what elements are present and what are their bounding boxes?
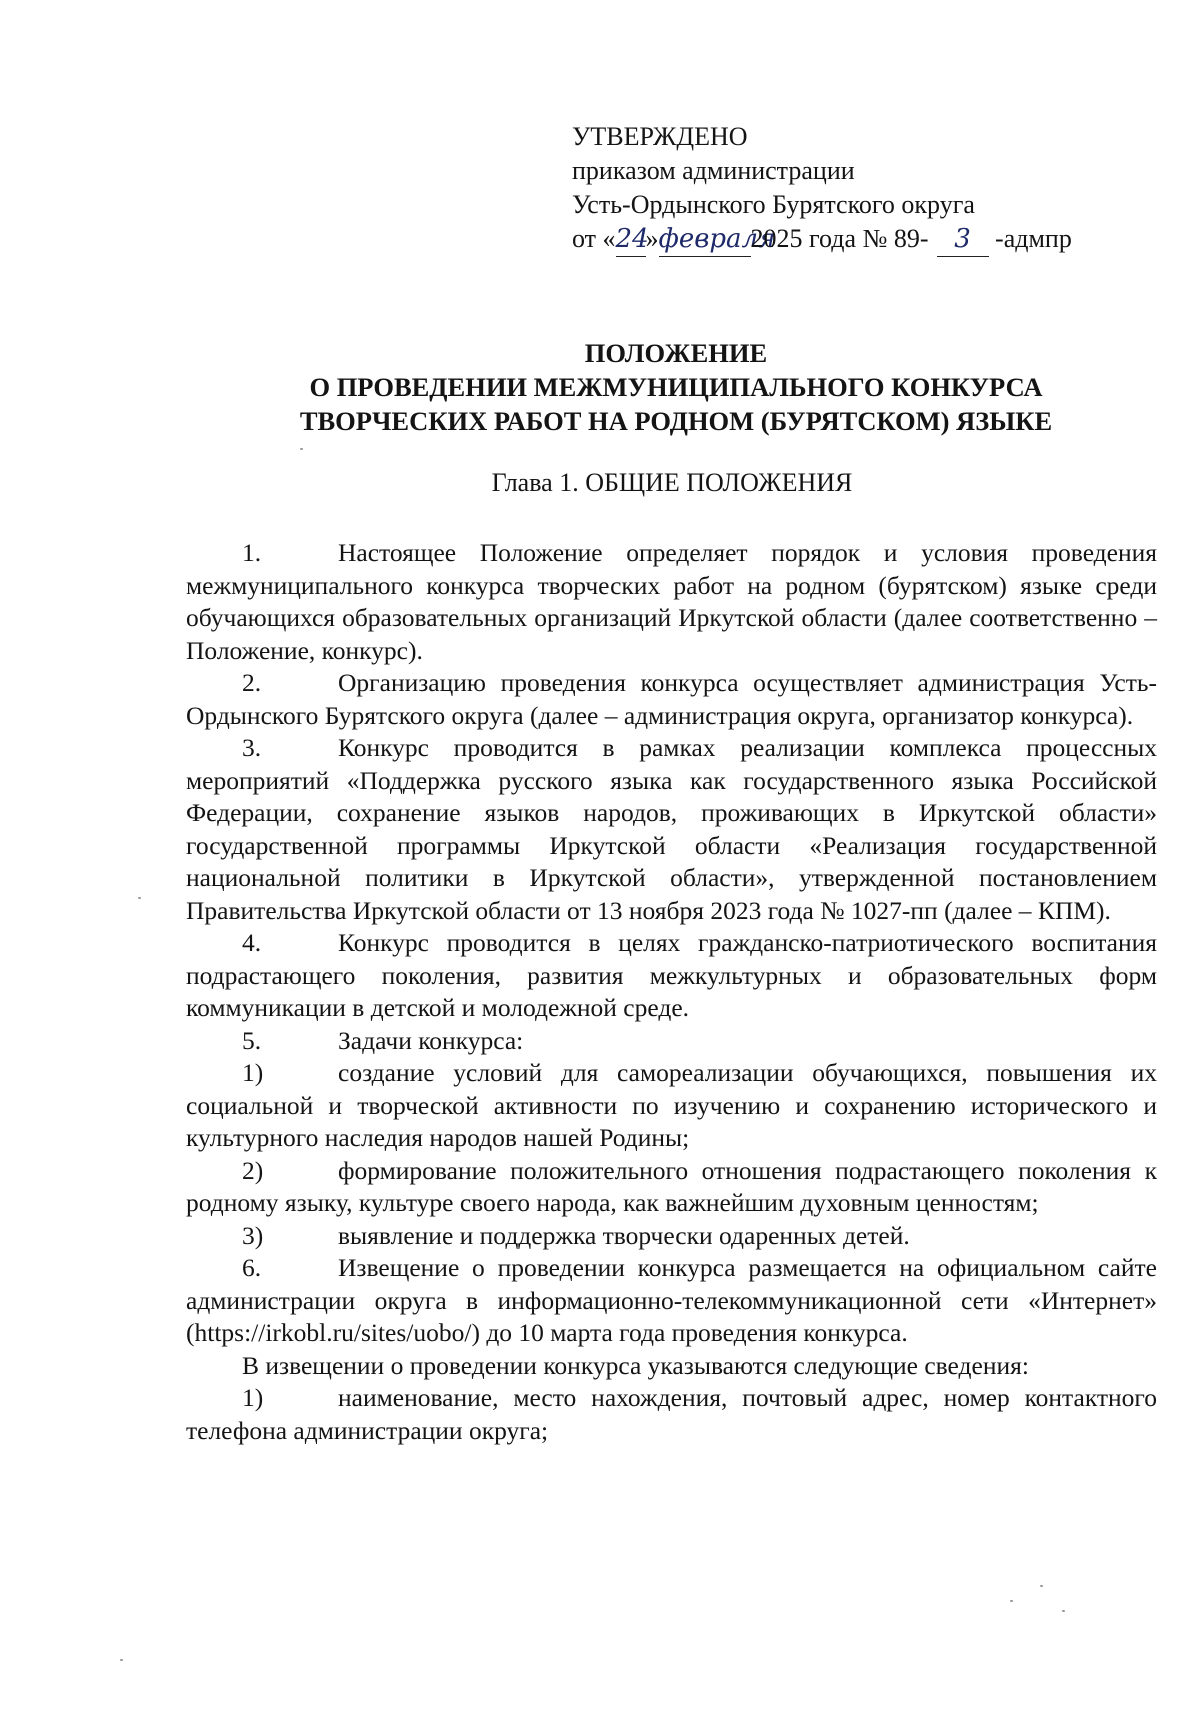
title-line-3: ТВОРЧЕСКИХ РАБОТ НА РОДНОМ (БУРЯТСКОМ) ЯЗЫКЕ xyxy=(299,406,1053,436)
scan-speck xyxy=(1062,1610,1065,1612)
paragraph-text: создание условий для самореализации обучающихся, повышения их социальной и творческой активности по изучению и сохранению исторического и культурного наследия народов нашей Родины; xyxy=(186,1058,1157,1152)
paragraph-text: наименование, место нахождения, почтовый адрес, номер контактного телефона администрации округа; xyxy=(186,1383,1157,1445)
approval-authority-line: Усть-Ордынского Бурятского округа xyxy=(572,190,975,219)
paragraph xyxy=(186,1155,1157,1220)
paragraph xyxy=(186,732,1157,927)
paragraph-text: Конкурс проводится в целях гражданско-патриотического воспитания подрастающего поколения, развития межкультурных и образовательных форм коммуникации в детской и молодежной среде. xyxy=(186,928,1157,1022)
paragraph-number: 6. xyxy=(242,1253,262,1282)
chapter-heading: Глава 1. ОБЩИЕ ПОЛОЖЕНИЯ xyxy=(491,468,853,497)
approval-date-line xyxy=(572,222,1072,257)
approval-heading: УТВЕРЖДЕНО xyxy=(572,122,748,151)
scan-speck xyxy=(1010,1600,1013,1602)
title-line-2: О ПРОВЕДЕНИИ МЕЖМУНИЦИПАЛЬНОГО КОНКУРСА xyxy=(309,372,1043,402)
paragraph xyxy=(186,537,1157,667)
paragraph-number: 1) xyxy=(242,1058,264,1087)
paragraph xyxy=(186,1057,1157,1155)
paragraph-text: формирование положительного отношения подрастающего поколения к родному языку, культуре своего народа, как важнейшим духовным ценностям; xyxy=(186,1155,1157,1217)
paragraph-text: В извещении о проведении конкурса указываются следующие сведения: xyxy=(242,1350,1029,1380)
paragraph-text: Конкурс проводится в рамках реализации комплекса процессных мероприятий «Поддержка русского языка как государственного языка Российской Федерации, сохранение языков народов, проживающих в Иркутской области» государственной программы Иркутской области «Реализация государственной национальной политики в Иркутской области», утвержденной постановлением Правительства Иркутской области от 13 ноября 2023 года № 1027-пп (далее – КПМ). xyxy=(186,733,1157,925)
paragraph xyxy=(186,1220,1157,1253)
paragraph-text: Извещение о проведении конкурса размещается на официальном сайте администрации округа в информационно-телекоммуникационной сети «Интернет» (https://irkobl.ru/sites/uobo/) до 10 марта года проведения конкурса. xyxy=(186,1253,1157,1347)
title-line-1: ПОЛОЖЕНИЕ xyxy=(584,338,768,368)
document-body xyxy=(186,537,1157,1447)
paragraph-number: 5. xyxy=(242,1025,262,1055)
paragraph xyxy=(186,1025,1157,1058)
paragraph-text: Задачи конкурса: xyxy=(338,1025,524,1055)
paragraph-text: Настоящее Положение определяет порядок и условия проведения межмуниципального конкурса творческих работ на родном (бурятском) языке среди обучающихся образовательных организаций Иркутской области (далее соответственно – Положение, конкурс). xyxy=(186,538,1157,665)
paragraph-number: 2) xyxy=(242,1155,264,1185)
document-title xyxy=(0,336,1200,438)
handwritten-month: февраля xyxy=(659,222,751,257)
paragraph-number: 1. xyxy=(242,538,262,567)
approval-order-line: приказом администрации xyxy=(572,156,855,185)
scan-speck xyxy=(138,897,141,899)
paragraph xyxy=(186,1252,1157,1350)
paragraph-number: 3) xyxy=(242,1220,264,1250)
paragraph-number: 3. xyxy=(242,733,262,762)
paragraph xyxy=(186,1350,1157,1383)
paragraph-text: Организацию проведения конкурса осуществляет администрация Усть-Ордынского Бурятского округа (далее – администрация округа, организатор конкурса). xyxy=(186,668,1157,730)
handwritten-order-number: 3 xyxy=(937,222,989,257)
scan-speck xyxy=(120,1659,123,1661)
date-year: 2025 года № 89- xyxy=(750,224,929,253)
paragraph-text: выявление и поддержка творчески одаренных детей. xyxy=(338,1220,910,1250)
scan-speck xyxy=(300,448,303,450)
paragraph-number: 2. xyxy=(242,668,262,697)
paragraph xyxy=(186,927,1157,1025)
handwritten-day: 24 xyxy=(616,222,646,257)
paragraph xyxy=(186,1382,1157,1447)
date-prefix: от « xyxy=(572,224,616,253)
paragraph-number: 1) xyxy=(242,1383,264,1412)
paragraph-number: 4. xyxy=(242,928,262,957)
scan-speck xyxy=(1040,1585,1043,1587)
approval-stamp-block xyxy=(572,120,1072,257)
order-suffix: -адмпр xyxy=(988,224,1072,253)
paragraph xyxy=(186,667,1157,732)
date-mid: » xyxy=(645,224,659,253)
